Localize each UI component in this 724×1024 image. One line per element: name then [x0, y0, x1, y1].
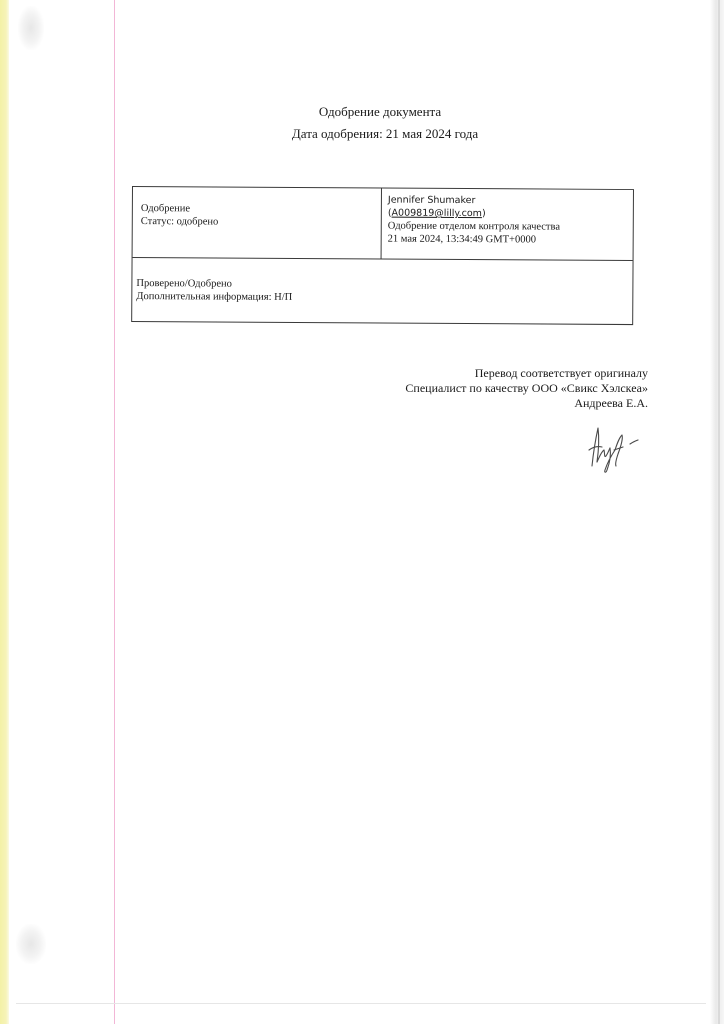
additional-info: Дополнительная информация: Н/П [136, 291, 293, 303]
table-row-divider [133, 257, 633, 261]
table-column-divider [381, 189, 382, 259]
scan-bottom-line [16, 1003, 706, 1004]
verified-cell [136, 277, 292, 304]
scan-margin-line [114, 0, 115, 1024]
verified-label: Проверено/Одобрено [136, 278, 232, 290]
approver-role: Одобрение отделом контроля качества [387, 220, 561, 233]
scan-smudge-top [18, 6, 44, 50]
approval-table [131, 186, 634, 325]
document-title: Одобрение документа [318, 104, 442, 119]
email-close-paren: ) [481, 208, 486, 220]
email-open-paren: ( [387, 207, 392, 219]
translator-position: Специалист по качеству ООО «Свикс Хэлскеа» [405, 381, 648, 395]
scan-smudge-bottom [16, 924, 46, 964]
approver-email-link[interactable]: A009819@lilly.com [391, 207, 482, 220]
approval-cell [141, 202, 219, 228]
approval-date: Дата одобрения: 21 мая 2024 года [291, 126, 479, 141]
approver-cell [388, 194, 561, 247]
approver-name: Jennifer Shumaker [387, 194, 476, 207]
approval-timestamp: 21 мая 2024, 13:34:49 GMT+0000 [387, 233, 536, 246]
approver-email-line [388, 207, 560, 221]
translator-note [405, 366, 648, 411]
scan-left-margin-bar [0, 0, 9, 1024]
approval-status: Статус: одобрено [140, 216, 219, 228]
signature-image [580, 420, 644, 476]
approval-label: Одобрение [140, 203, 191, 215]
scan-right-edge-line [718, 0, 720, 1024]
translation-statement: Перевод соответствует оригиналу [474, 366, 648, 380]
scan-right-edge [710, 0, 724, 1024]
translator-name: Андреева Е.А. [574, 396, 648, 410]
